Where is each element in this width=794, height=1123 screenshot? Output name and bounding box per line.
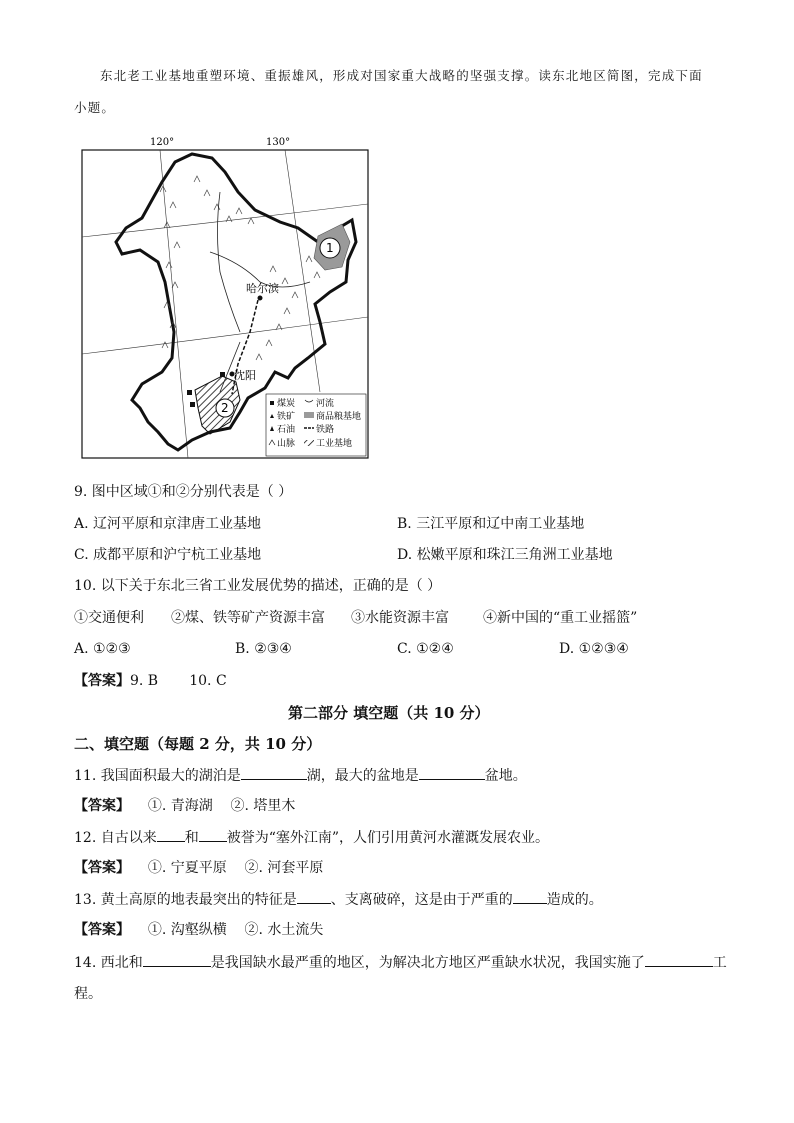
q14-blank-2[interactable] bbox=[645, 952, 713, 967]
harbin-dot bbox=[258, 296, 263, 301]
q12-answer-label: 【答案】 bbox=[74, 860, 130, 876]
intro-line-2: 小题。 bbox=[74, 100, 116, 115]
legend-railway: 铁路 bbox=[316, 425, 335, 435]
q12-answer-num-1: ① bbox=[147, 860, 162, 876]
q11-answer-label: 【答案】 bbox=[74, 798, 130, 814]
q12-blank-2[interactable] bbox=[199, 827, 227, 842]
q12-answer-1: . 宁夏平原 bbox=[161, 860, 227, 876]
legend-oil: 石油 bbox=[277, 425, 296, 435]
answer-9-10 bbox=[74, 671, 227, 691]
lon-label-120: 120° bbox=[150, 137, 175, 148]
q11-mid: 湖，最大的盆地是 bbox=[306, 768, 419, 784]
coal-mark bbox=[187, 390, 192, 395]
q14-pre: 14. 西北和 bbox=[74, 955, 143, 971]
q13-post: 造成的。 bbox=[546, 892, 603, 908]
q10-item-2: ②煤、铁等矿产资源丰富 bbox=[171, 610, 325, 626]
q13-stem bbox=[74, 889, 603, 910]
q10-option-b[interactable]: B. ②③④ bbox=[235, 641, 292, 657]
q11-answer bbox=[74, 796, 295, 816]
q11-answer-num-2: ② bbox=[230, 798, 245, 814]
q10-option-d[interactable]: D. ①②③④ bbox=[559, 641, 629, 657]
q12-pre: 12. 自古以来 bbox=[74, 830, 157, 846]
q11-answer-2: . 塔里木 bbox=[244, 798, 296, 814]
section-title: 第二部分 填空题（共 10 分） bbox=[288, 704, 490, 722]
q10-item-1: ①交通便利 bbox=[74, 610, 144, 626]
q14-line-2: 程。 bbox=[74, 986, 102, 1002]
q13-mid: 、支离破碎，这是由于严重的 bbox=[330, 892, 513, 908]
q13-answer-2: . 水土流失 bbox=[258, 922, 324, 938]
q13-answer-num-1: ① bbox=[147, 922, 162, 938]
q10-item-4: ④新中国的“重工业摇篮” bbox=[483, 610, 638, 626]
q9-stem: 9. 图中区域①和②分别代表是（ ） bbox=[74, 484, 293, 500]
q13-answer-1: . 沟壑纵横 bbox=[161, 922, 227, 938]
q11-post: 盆地。 bbox=[484, 768, 527, 784]
q11-pre: 11. 我国面积最大的湖泊是 bbox=[74, 768, 241, 784]
q11-stem bbox=[74, 765, 527, 786]
q10-item-3: ③水能资源丰富 bbox=[351, 610, 449, 626]
q14-post: 工 bbox=[712, 955, 727, 971]
q9-option-c[interactable]: C. 成都平原和沪宁杭工业基地 bbox=[74, 547, 262, 563]
answer-text: 9. B 10. C bbox=[130, 673, 227, 689]
section-heading: 二、填空题（每题 2 分，共 10 分） bbox=[74, 735, 322, 753]
shenyang-label: 沈阳 bbox=[234, 369, 256, 382]
region-2-label: 2 bbox=[221, 401, 229, 415]
q9-option-d[interactable]: D. 松嫩平原和珠江三角洲工业基地 bbox=[397, 547, 613, 563]
q13-answer-label: 【答案】 bbox=[74, 922, 130, 938]
q12-post: 被誉为“塞外江南”，人们引用黄河水灌溉发展农业。 bbox=[226, 830, 550, 846]
q12-answer bbox=[74, 858, 323, 878]
q12-answer-2: . 河套平原 bbox=[258, 860, 324, 876]
q11-answer-num-1: ① bbox=[147, 798, 162, 814]
intro-line-1: 东北老工业基地重塑环境、重振雄风，形成对国家重大战略的坚强支撑。读东北地区简图，完成下面 bbox=[100, 68, 703, 83]
northeast-map bbox=[70, 132, 374, 462]
legend-river: 河流 bbox=[316, 399, 335, 409]
q9-option-b[interactable]: B. 三江平原和辽中南工业基地 bbox=[397, 516, 585, 532]
legend-iron: 铁矿 bbox=[277, 412, 296, 422]
q11-answer-1: . 青海湖 bbox=[161, 798, 213, 814]
q12-answer-num-2: ② bbox=[244, 860, 259, 876]
coal-mark-3 bbox=[220, 372, 225, 377]
q10-option-c[interactable]: C. ①②④ bbox=[397, 641, 454, 657]
answer-label: 【答案】 bbox=[74, 673, 130, 689]
q9-option-a[interactable]: A. 辽河平原和京津唐工业基地 bbox=[74, 516, 262, 532]
q13-blank-1[interactable] bbox=[297, 889, 331, 904]
q13-pre: 13. 黄土高原的地表最突出的特征是 bbox=[74, 892, 297, 908]
map-legend bbox=[266, 394, 366, 456]
lon-label-130: 130° bbox=[266, 137, 291, 148]
q13-answer-num-2: ② bbox=[244, 922, 259, 938]
region-1-label: 1 bbox=[326, 241, 334, 255]
q10-option-a[interactable]: A. ①②③ bbox=[74, 641, 131, 657]
q12-mid: 和 bbox=[184, 830, 199, 846]
harbin-label: 哈尔滨 bbox=[246, 282, 279, 295]
q14-mid: 是我国缺水最严重的地区，为解决北方地区严重缺水状况，我国实施了 bbox=[210, 955, 645, 971]
legend-coal: 煤炭 bbox=[277, 399, 296, 409]
q14-stem bbox=[74, 952, 727, 973]
q11-blank-1[interactable] bbox=[241, 765, 307, 780]
legend-grain: 商品粮基地 bbox=[316, 412, 362, 422]
coal-mark-2 bbox=[190, 402, 195, 407]
legend-mountain: 山脉 bbox=[277, 439, 296, 449]
q13-blank-2[interactable] bbox=[513, 889, 547, 904]
q13-answer bbox=[74, 920, 323, 940]
legend-industry: 工业基地 bbox=[316, 439, 353, 449]
q14-blank-1[interactable] bbox=[143, 952, 211, 967]
q10-stem: 10. 以下关于东北三省工业发展优势的描述，正确的是（ ） bbox=[74, 578, 442, 594]
q11-blank-2[interactable] bbox=[419, 765, 485, 780]
q12-stem bbox=[74, 827, 549, 848]
q12-blank-1[interactable] bbox=[157, 827, 185, 842]
